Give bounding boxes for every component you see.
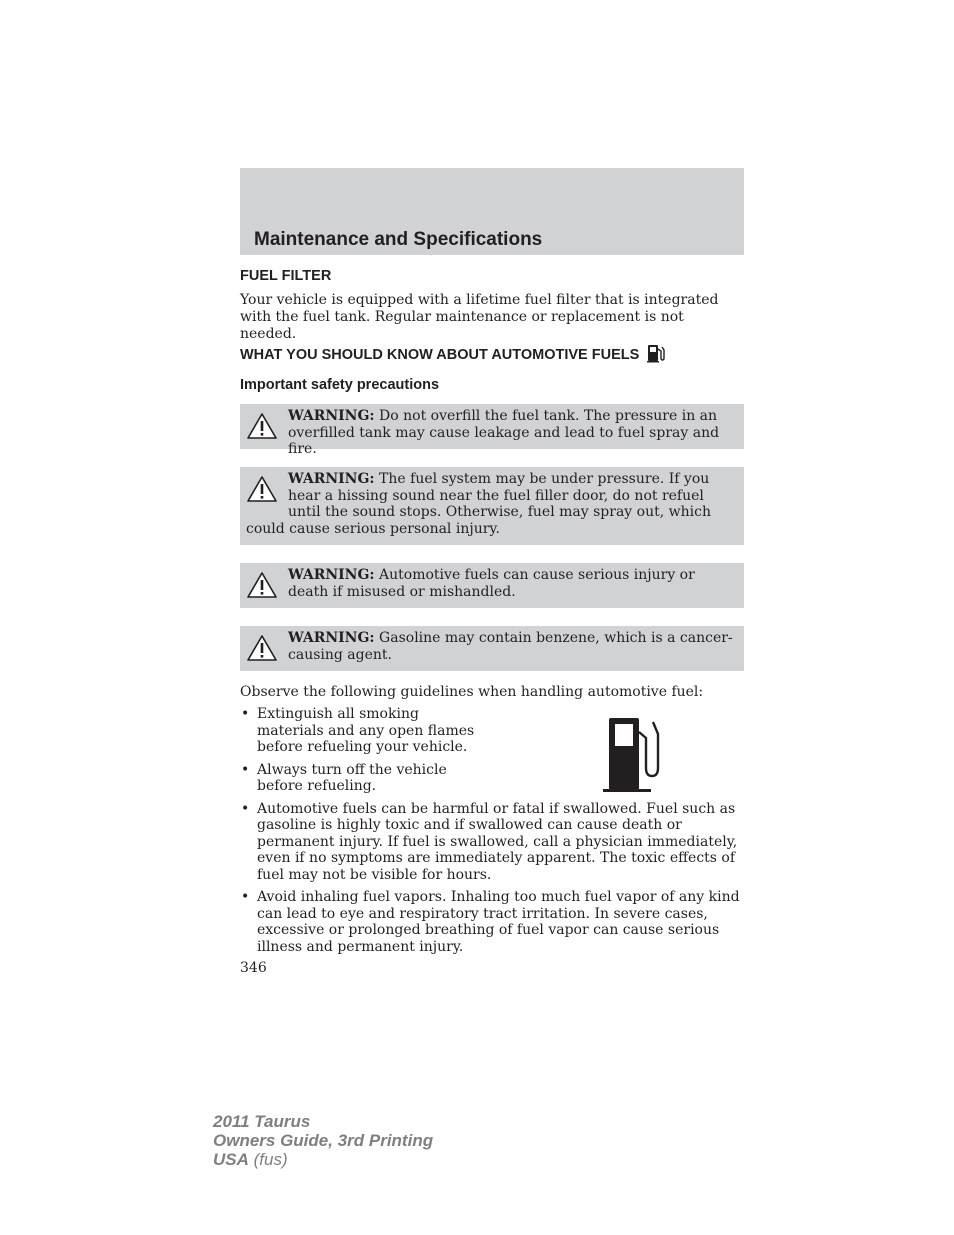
fuel-filter-text: Your vehicle is equipped with a lifetime fuel filter that is integrated with the fuel tank. Regular maintenance or replacement is not needed. [240, 292, 719, 342]
warning-label: WARNING: [288, 408, 375, 424]
warning-box-misuse [240, 563, 744, 608]
footer-region [213, 1150, 433, 1169]
footer-model: 2011 Taurus [213, 1112, 311, 1131]
warning-text: Automotive fuels can cause serious injury or death if misused or mishandled. [288, 567, 695, 600]
list-item-text: Always turn off the vehicle before refueling. [257, 761, 447, 794]
list-item-text: Automotive fuels can be harmful or fatal if swallowed. Fuel such as gasoline is highly toxic and if swallowed can cause death or permanent injury. If fuel is swallowed, call a physician immediately, even if no symptoms are immediately apparent. The toxic effects of fuel may not be visible for hours. [257, 800, 738, 883]
warning-text: The fuel system may be under pressure. If you hear a hissing sound near the fuel filler door, do not refuel until the sound stops. Otherwise, fuel may spray out, which could cause serious personal injury. [246, 471, 711, 537]
warning-triangle-icon [246, 475, 278, 505]
list-item [240, 801, 744, 884]
footer-code: (fus) [248, 1150, 288, 1169]
warning-triangle-icon [246, 571, 278, 601]
bullet: • [241, 761, 250, 778]
section-header-band [240, 168, 744, 255]
guidelines-list [240, 706, 744, 961]
warning-label: WARNING: [288, 630, 375, 646]
bullet: • [241, 706, 250, 722]
page-number: 346 [240, 960, 267, 976]
warning-box-pressure [240, 467, 744, 545]
section-title: Maintenance and Specifications [254, 229, 543, 250]
warning-text: Gasoline may contain benzene, which is a cancer-causing agent. [288, 630, 733, 663]
warning-box-benzene [240, 626, 744, 671]
footer-country: USA [213, 1150, 249, 1169]
warning-box-overfill [240, 404, 744, 457]
guidelines-intro: Observe the following guidelines when handling automotive fuel: [240, 684, 704, 700]
list-item [240, 706, 482, 756]
automotive-fuels-heading-text: WHAT YOU SHOULD KNOW ABOUT AUTOMOTIVE FUELS [240, 347, 640, 363]
document-footer [213, 1112, 433, 1169]
warning-text: Do not overfill the fuel tank. The pressure in an overfilled tank may cause leakage and lead to fuel spray and fire. [288, 408, 720, 457]
list-item [240, 889, 744, 955]
safety-precautions-subheading: Important safety precautions [240, 377, 440, 393]
list-item-text: Avoid inhaling fuel vapors. Inhaling too much fuel vapor of any kind can lead to eye and respiratory tract irritation. In severe cases, excessive or prolonged breathing of fuel vapor can cause serious illness and permanent injury. [257, 889, 740, 955]
warning-label: WARNING: [288, 567, 375, 583]
warning-label: WARNING: [288, 471, 375, 487]
bullet: • [241, 800, 250, 817]
list-item [240, 762, 497, 795]
list-item-text: Extinguish all smoking materials and any open flames before refueling your vehicle. [257, 706, 475, 755]
bullet: • [241, 889, 250, 905]
footer-guide: Owners Guide, 3rd Printing [213, 1131, 434, 1150]
automotive-fuels-heading [240, 343, 666, 367]
warning-triangle-icon [246, 634, 278, 664]
fuel-filter-heading: FUEL FILTER [240, 268, 332, 284]
warning-triangle-icon [246, 412, 278, 442]
fuel-pump-icon [646, 343, 666, 367]
